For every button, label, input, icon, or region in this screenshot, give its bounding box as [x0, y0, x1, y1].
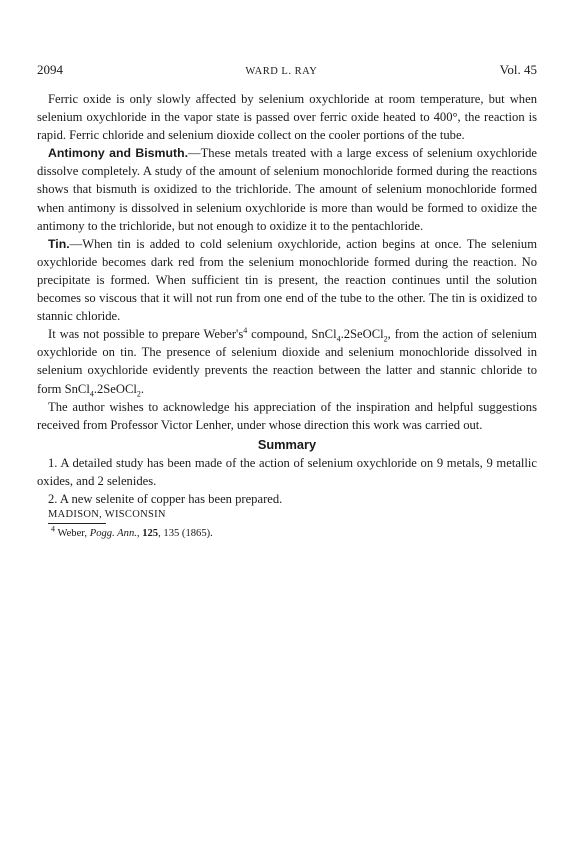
subscript: 4: [89, 389, 94, 399]
antimony-bismuth-text: —These metals treated with a large excess of selenium oxychloride dissolve completely. A study of the amount of selenium monochloride formed during the reactions shows that bismuth is oxidized to the trichloride. The amount of selenium monochloride formed when antimony is dissolved in selenium oxychloride is more than would be formed to oxidize the antimony to the trichloride, but not enough to oxidize it to the pentachloride.: [37, 146, 538, 233]
summary-item-1: 1. A detailed study has been made of the action of selenium oxychloride on 9 metals, 9 metallic oxides, and 2 selenides.: [37, 455, 537, 488]
summary-item-2: 2. A new selenite of copper has been prepared.: [48, 491, 283, 506]
weber-text-6: .: [140, 381, 145, 396]
journal-page: [37, 62, 537, 541]
footnote-journal: Pogg. Ann.: [89, 528, 137, 540]
volume-number: Vol. 45: [499, 62, 537, 77]
weber-text-5: .2SeOCl: [93, 381, 137, 396]
ferric-oxide-paragraph: Ferric oxide is only slowly affected by selenium oxychloride at room temperature, but when selenium oxychloride in the vapor state is passed over ferric oxide heated to 400°, the reaction is rapid. Ferric chloride and selenium dioxide collect on the cooler portions of the tube.: [37, 92, 537, 143]
tin-heading: Tin.: [48, 236, 70, 251]
summary-heading: Summary: [257, 436, 317, 452]
running-author: WARD L. RAY: [245, 66, 318, 77]
footnote-mark: 4: [51, 524, 55, 534]
footnote-volume: 125: [142, 528, 159, 540]
subscript: 2: [383, 334, 388, 344]
acknowledgment-paragraph: The author wishes to acknowledge his appreciation of the inspiration and helpful suggestions received from Professor Victor Lenher, under whose direction this work was carried out.: [37, 399, 537, 432]
footnote: [37, 526, 537, 541]
page-number: 2094: [37, 62, 63, 77]
weber-text-3: .2SeOCl: [340, 327, 384, 342]
location-line: MADISON, WISCONSIN: [48, 509, 166, 521]
antimony-bismuth-paragraph: [37, 144, 537, 234]
footnote-ref: 4: [243, 326, 248, 336]
footnote-rest: , 135 (1865).: [158, 528, 213, 540]
weber-paragraph: [37, 325, 537, 397]
antimony-bismuth-heading: Antimony and Bismuth.: [48, 146, 188, 161]
footnote-divider: [48, 523, 106, 524]
running-header: [37, 62, 537, 78]
subscript: 2: [136, 389, 141, 399]
subscript: 4: [336, 334, 341, 344]
weber-text-1: It was not possible to prepare Weber's: [48, 327, 244, 342]
weber-text-4: , from the action of selenium oxychloride on tin. The presence of selenium dioxide and selenium monochloride dissolved in selenium oxychloride evidently prevents the reaction between the latter and stannic chloride to form SnCl: [37, 327, 537, 396]
footnote-sep: ,: [136, 528, 143, 540]
tin-text: —When tin is added to cold selenium oxychloride, action begins at once. The selenium oxychloride becomes dark red from the selenium monochloride formed during the reaction. No precipitate is formed. When sufficient tin is present, the reaction continues until the solution becomes so viscous that it will not run from one end of the tube to the other. The tin is oxidized to stannic chloride.: [37, 236, 537, 324]
footnote-author: Weber,: [55, 528, 90, 540]
weber-text-2: compound, SnCl: [247, 327, 337, 342]
tin-paragraph: [37, 235, 537, 325]
